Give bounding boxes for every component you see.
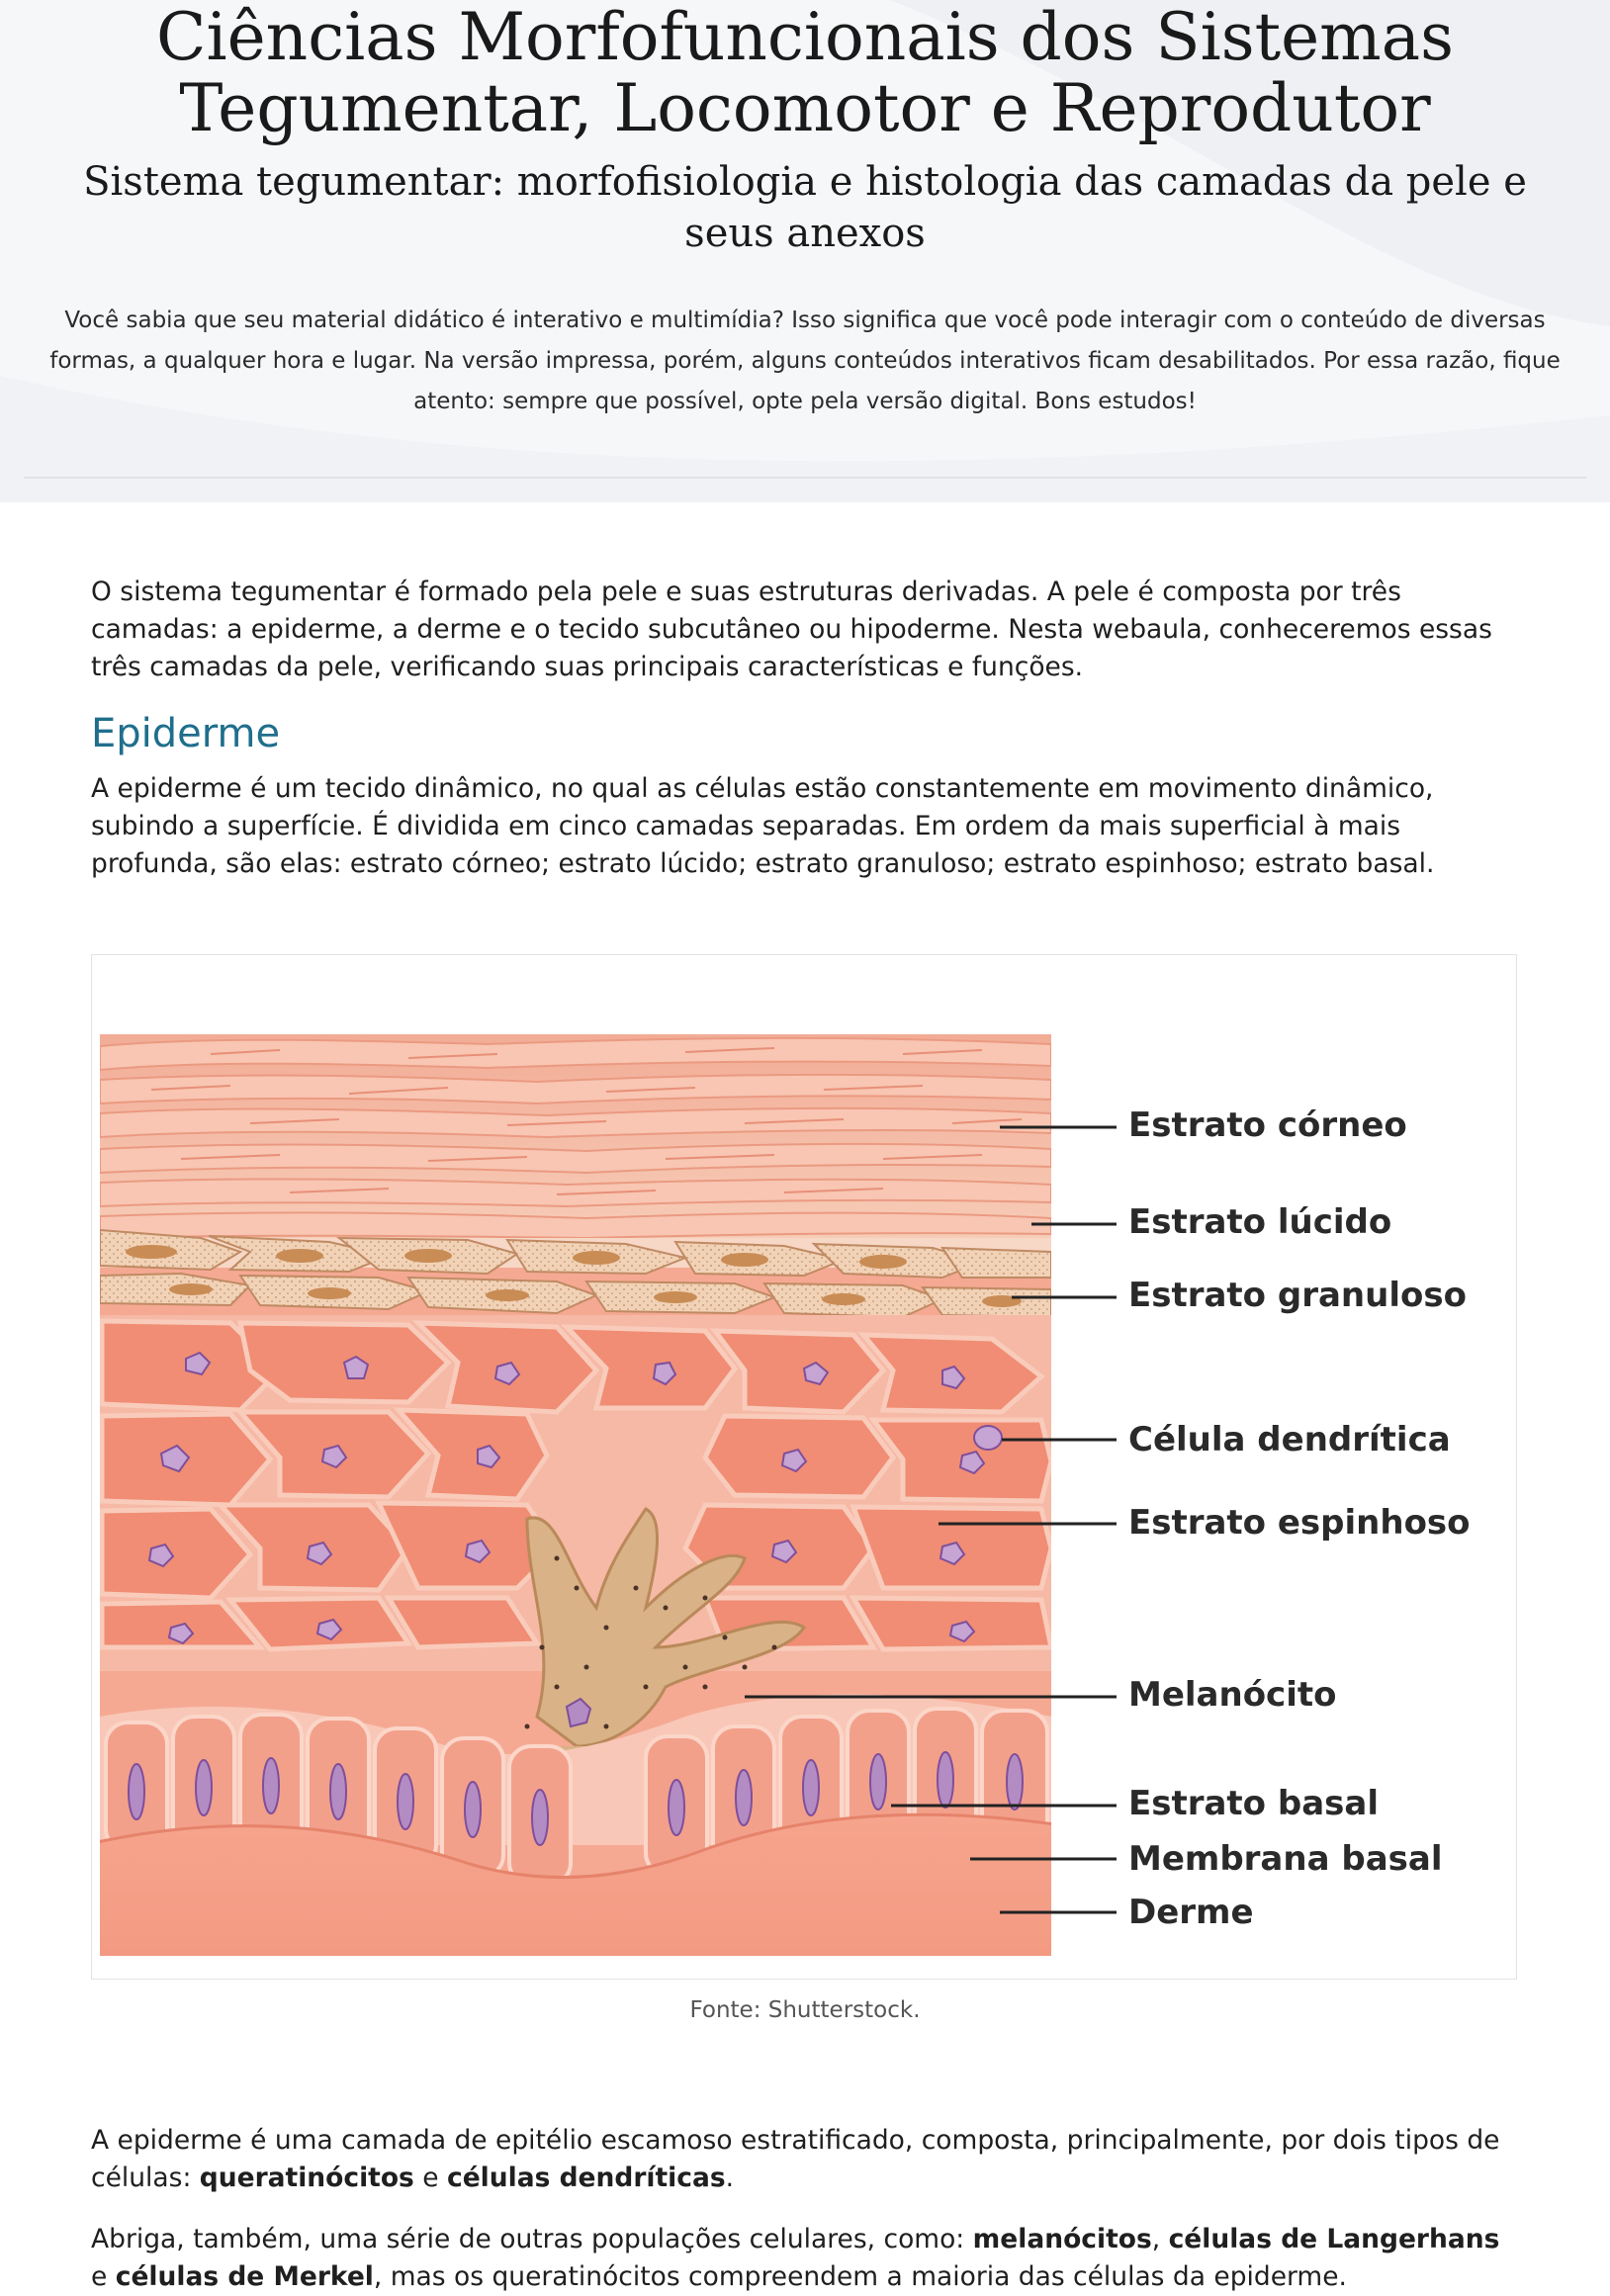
term-langerhans: células de Langerhans <box>1168 2224 1500 2254</box>
term-melanocitos: melanócitos <box>972 2224 1152 2254</box>
course-title-line1: Ciências Morfofuncionais dos Sistemas <box>156 0 1454 75</box>
term-queratinocitos: queratinócitos <box>199 2163 414 2193</box>
label-estrato-granuloso: Estrato granuloso <box>1128 1276 1467 1315</box>
intro-paragraph: Você sabia que seu material didático é interativo e multimídia? Isso significa que você pode interagir com o conteúdo de diversas formas, a qualquer hora e lugar. Na versão impressa, porém, alguns conteúdos interativos ficam desabilitados. Por essa razão, fique atento: sempre que possível, opte pela versão digital. Bons estudos! <box>49 308 1561 414</box>
course-title-line2: Tegumentar, Locomotor e Reprodutor <box>179 70 1431 146</box>
paragraph-populacoes <box>91 2221 1519 2296</box>
label-estrato-basal: Estrato basal <box>1128 1784 1379 1823</box>
skin-layers-figure <box>91 954 1517 1980</box>
stratum-corneum <box>100 1034 1051 1242</box>
paragraph-epitelio-end: . <box>725 2163 735 2193</box>
paragraph-epitelio-joiner: e <box>413 2163 447 2193</box>
paragraph-populacoes-sep1: , <box>1151 2224 1169 2254</box>
lesson-subtitle: Sistema tegumentar: morfofisiologia e histologia das camadas da pele e seus anexos <box>83 159 1527 256</box>
paragraph-intro: O sistema tegumentar é formado pela pele e suas estruturas derivadas. A pele é composta por três camadas: a epiderme, a derme e o tecido subcutâneo ou hipoderme. Nesta webaula, conheceremos essas três camadas da pele, verificando suas principais características e funções. <box>91 576 1492 682</box>
figure-caption: Fonte: Shutterstock. <box>689 1997 921 2023</box>
header-divider <box>24 477 1586 479</box>
label-derme: Derme <box>1128 1893 1254 1932</box>
page-header <box>0 0 1610 502</box>
paragraph-epitelio <box>91 2122 1519 2197</box>
paragraph-epitelio-text: A epiderme é uma camada de epitélio escamoso estratificado, composta, principalmente, por dois tipos de células: <box>91 2125 1500 2193</box>
paragraph-populacoes-end: , mas os queratinócitos compreendem a maioria das células da epiderme. <box>373 2261 1347 2292</box>
term-celulas-dendriticas: células dendríticas <box>446 2163 726 2193</box>
label-estrato-espinhoso: Estrato espinhoso <box>1128 1503 1471 1543</box>
label-melanocito: Melanócito <box>1128 1675 1337 1715</box>
term-merkel: células de Merkel <box>115 2261 374 2292</box>
section-title-epiderme: Epiderme <box>91 711 281 756</box>
dendritic-cell <box>974 1426 1002 1450</box>
label-estrato-corneo: Estrato córneo <box>1128 1105 1407 1145</box>
label-membrana-basal: Membrana basal <box>1128 1839 1443 1879</box>
label-celula-dendritica: Célula dendrítica <box>1128 1420 1451 1459</box>
paragraph-populacoes-sep2: e <box>91 2261 116 2292</box>
label-estrato-lucido: Estrato lúcido <box>1128 1202 1392 1242</box>
paragraph-populacoes-text: Abriga, também, uma série de outras populações celulares, como: <box>91 2224 973 2254</box>
paragraph-epiderme: A epiderme é um tecido dinâmico, no qual as células estão constantemente em movimento dinâmico, subindo a superfície. É dividida em cinco camadas separadas. Em ordem da mais superficial à mais profunda, são elas: estrato córneo; estrato lúcido; estrato granuloso; estrato espinhoso; estrato basal. <box>91 773 1435 879</box>
course-title <box>40 2 1570 144</box>
